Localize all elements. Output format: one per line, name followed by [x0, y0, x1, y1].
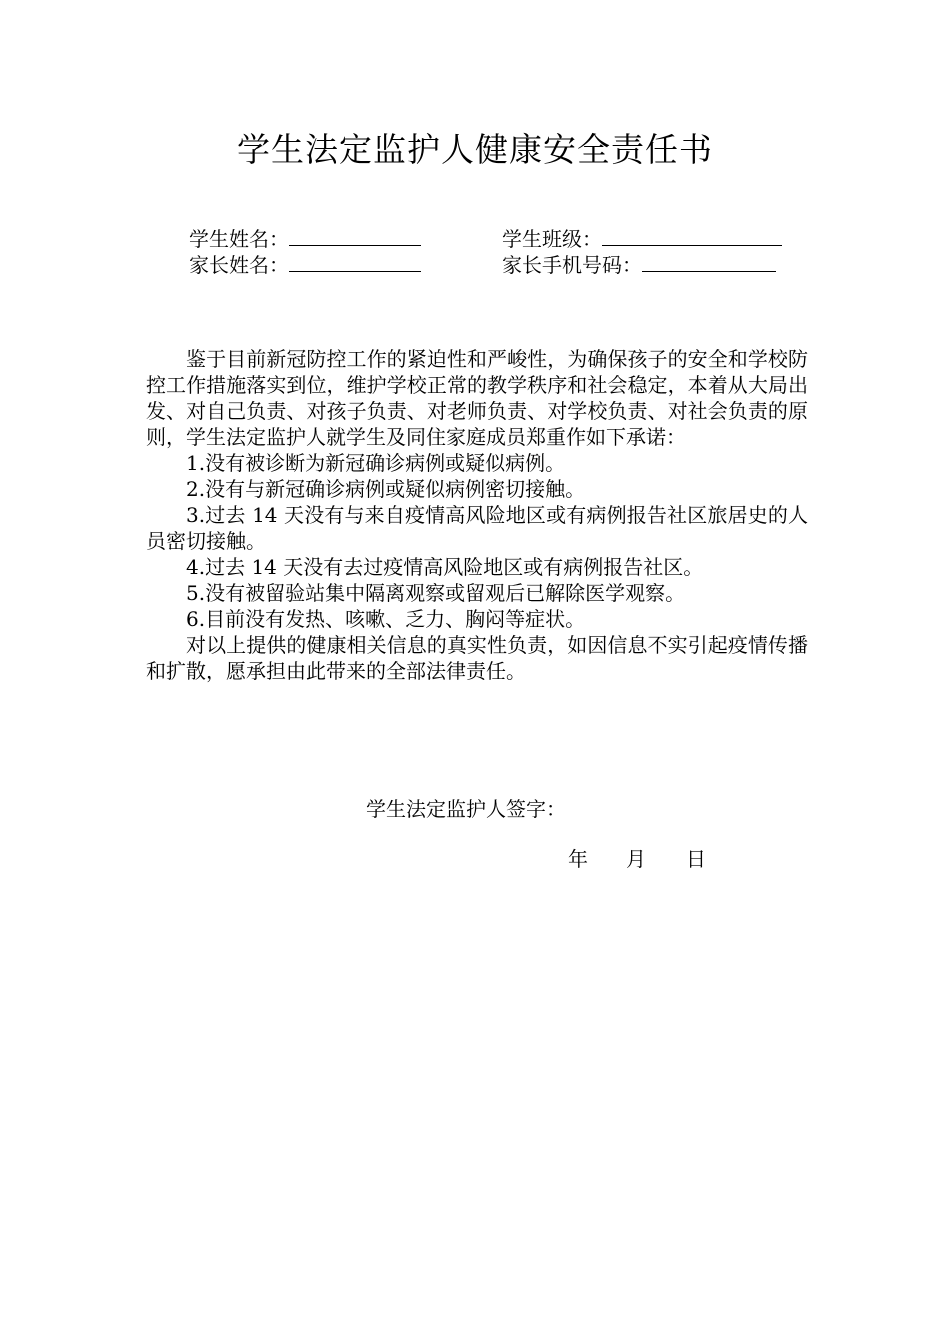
- commitment-item: 4.过去 14 天没有去过疫情高风险地区或有病例报告社区。: [186, 555, 704, 579]
- student-name-label: 学生姓名：: [189, 227, 289, 251]
- date-year-label: 年: [568, 847, 588, 871]
- parent-phone-label: 家长手机号码：: [502, 253, 642, 277]
- document-title: 学生法定监护人健康安全责任书: [237, 130, 713, 169]
- student-name-blank[interactable]: [289, 227, 421, 246]
- parent-name-blank[interactable]: [289, 253, 421, 272]
- student-name-field: [189, 226, 421, 252]
- parent-phone-field: [502, 252, 776, 278]
- commitment-item: 1.没有被诊断为新冠确诊病例或疑似病例。: [186, 451, 566, 475]
- parent-name-field: [189, 252, 421, 278]
- commitment-item: 6.目前没有发热、咳嗽、乏力、胸闷等症状。: [186, 607, 586, 631]
- guardian-signature-label: 学生法定监护人签字：: [366, 797, 566, 821]
- student-class-blank[interactable]: [602, 227, 782, 246]
- date-month-label: 月: [626, 847, 646, 871]
- student-class-label: 学生班级：: [502, 227, 602, 251]
- date-day-label: 日: [686, 847, 706, 871]
- student-class-field: [502, 226, 782, 252]
- parent-name-label: 家长姓名：: [189, 253, 289, 277]
- signature-date: [568, 846, 706, 872]
- commitment-item: 2.没有与新冠确诊病例或疑似病例密切接触。: [186, 477, 586, 501]
- parent-phone-blank[interactable]: [642, 253, 776, 272]
- intro-paragraph: 鉴于目前新冠防控工作的紧迫性和严峻性，为确保孩子的安全和学校防控工作措施落实到位，维护学校正常的教学秩序和社会稳定，本着从大局出发、对自己负责、对孩子负责、对老师负责、对学校负责、对社会负责的原则，学生法定监护人就学生及同住家庭成员郑重作如下承诺：: [146, 347, 808, 449]
- commitment-item: 3.过去 14 天没有与来自疫情高风险地区或有病例报告社区旅居史的人员密切接触。: [146, 503, 808, 553]
- commitment-item: 5.没有被留验站集中隔离观察或留观后已解除医学观察。: [186, 581, 686, 605]
- closing-paragraph: 对以上提供的健康相关信息的真实性负责，如因信息不实引起疫情传播和扩散，愿承担由此带来的全部法律责任。: [146, 633, 808, 683]
- commitment-body: [146, 346, 808, 684]
